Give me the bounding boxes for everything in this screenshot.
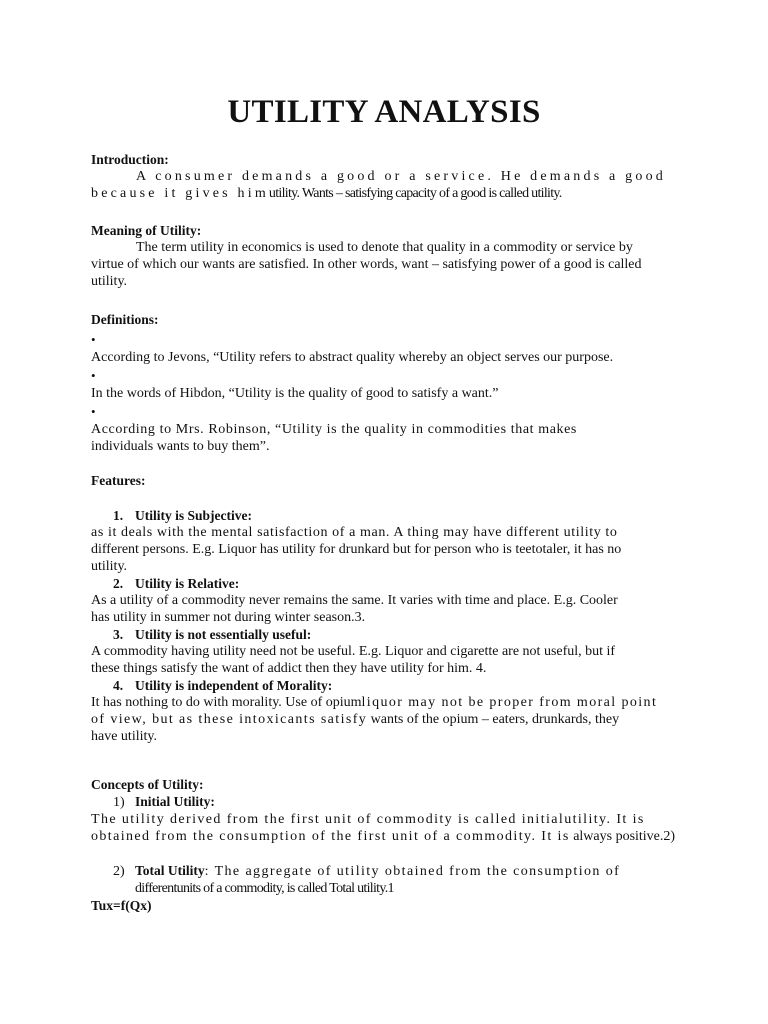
feature-4-line-2a: of view, but as these intoxicants satisfy — [91, 712, 368, 727]
concept-1-title — [91, 793, 691, 811]
meaning-line-3: utility. — [91, 274, 128, 289]
feature-4-number: 4. — [113, 678, 124, 693]
concept-1-line-2b: always positive.2) — [569, 829, 676, 844]
concept-2-title-text: Total Utility — [135, 863, 205, 878]
introduction-line-2a: because it gives him — [91, 186, 269, 201]
concepts-heading: Concepts of Utility: — [91, 777, 204, 792]
introduction-line-1: A consumer demands a good or a service. He demands a good — [136, 169, 666, 184]
concept-2-line-1: : The aggregate of utility obtained from the consumption of — [204, 864, 621, 879]
bullet-icon: • — [91, 332, 96, 347]
feature-1-title-text: Utility is Subjective: — [135, 508, 252, 523]
introduction-line-2b: utility. Wants – satisfying capacity of a good is called utility. — [268, 186, 562, 201]
feature-4-line-1a: It has nothing to do with morality. Use of opium — [91, 695, 362, 710]
feature-3-number: 3. — [113, 627, 124, 642]
feature-4-line-1 — [91, 694, 691, 711]
introduction-line-2 — [91, 185, 691, 202]
feature-4-title — [91, 677, 691, 694]
meaning-line-2: virtue of which our wants are satisfied. In other words, want – satisfying power of a good is called — [91, 257, 642, 272]
definition-3-line-1: According to Mrs. Robinson, “Utility is the quality in commodities that makes — [91, 422, 577, 437]
concept-2-number: 2) — [113, 864, 125, 879]
feature-2-line-2: has utility in summer not during winter season.3. — [91, 610, 366, 625]
concept-2-line-2 — [91, 880, 691, 897]
introduction-section — [91, 151, 691, 202]
feature-4-line-3: have utility. — [91, 729, 157, 744]
feature-2-line-1: As a utility of a commodity never remains the same. It varies with time and place. E.g. Cooler — [91, 593, 618, 608]
definition-3-line-2: individuals wants to buy them”. — [91, 439, 270, 454]
feature-4-line-2 — [91, 711, 691, 728]
feature-4-title-text: Utility is independent of Morality: — [135, 678, 333, 693]
feature-4-line-1b: liquor may not be proper from moral point — [361, 695, 658, 710]
definition-2: In the words of Hibdon, “Utility is the quality of good to satisfy a want.” — [91, 386, 499, 401]
meaning-section — [91, 222, 691, 290]
feature-4-line-2b: wants of the opium – eaters, drunkards, they — [367, 712, 620, 727]
meaning-heading: Meaning of Utility: — [91, 223, 202, 238]
feature-1-title — [91, 507, 691, 524]
concepts-section — [91, 776, 691, 914]
feature-1-line-2: different persons. E.g. Liquor has utility for drunkard but for person who is teetotaler, it has no — [91, 542, 622, 557]
feature-3-title-text: Utility is not essentially useful: — [135, 627, 312, 642]
feature-2-title — [91, 575, 691, 592]
concept-2-line-2-text: differentunits of a commodity, is called Total utility.1 — [135, 881, 394, 896]
bullet-icon: • — [91, 368, 96, 383]
meaning-line-1: The term utility in economics is used to denote that quality in a commodity or service by — [136, 240, 633, 255]
concept-1-title-text: Initial Utility: — [135, 794, 215, 809]
feature-3-line-2: these things satisfy the want of addict then they have utility for him. 4. — [91, 661, 487, 676]
concept-1-line-1: The utility derived from the first unit of commodity is called initialutility. It is — [91, 812, 645, 827]
feature-2-number: 2. — [113, 576, 124, 591]
feature-1-line-1: as it deals with the mental satisfaction of a man. A thing may have different utility to — [91, 525, 618, 540]
definition-1: According to Jevons, “Utility refers to abstract quality whereby an object serves our purpose. — [91, 350, 614, 365]
introduction-heading: Introduction: — [91, 152, 169, 167]
features-heading: Features: — [91, 473, 146, 488]
feature-3-title — [91, 626, 691, 643]
features-section — [91, 472, 691, 745]
definitions-heading: Definitions: — [91, 312, 159, 327]
concept-2-title — [91, 862, 691, 880]
formula: Tux=f(Qx) — [91, 898, 152, 913]
feature-1-number: 1. — [113, 508, 124, 523]
concept-1-number: 1) — [113, 795, 125, 810]
document-title: UTILITY ANALYSIS — [227, 94, 541, 130]
feature-3-line-1: A commodity having utility need not be useful. E.g. Liquor and cigarette are not useful, but if — [91, 644, 616, 659]
concept-1-line-2 — [91, 828, 691, 845]
concept-1-line-2a: obtained from the consumption of the first unit of a commodity. It is — [91, 829, 570, 844]
bullet-icon: • — [91, 404, 96, 419]
feature-1-line-3: utility. — [91, 559, 128, 574]
definitions-section — [91, 311, 691, 455]
feature-2-title-text: Utility is Relative: — [135, 576, 240, 591]
